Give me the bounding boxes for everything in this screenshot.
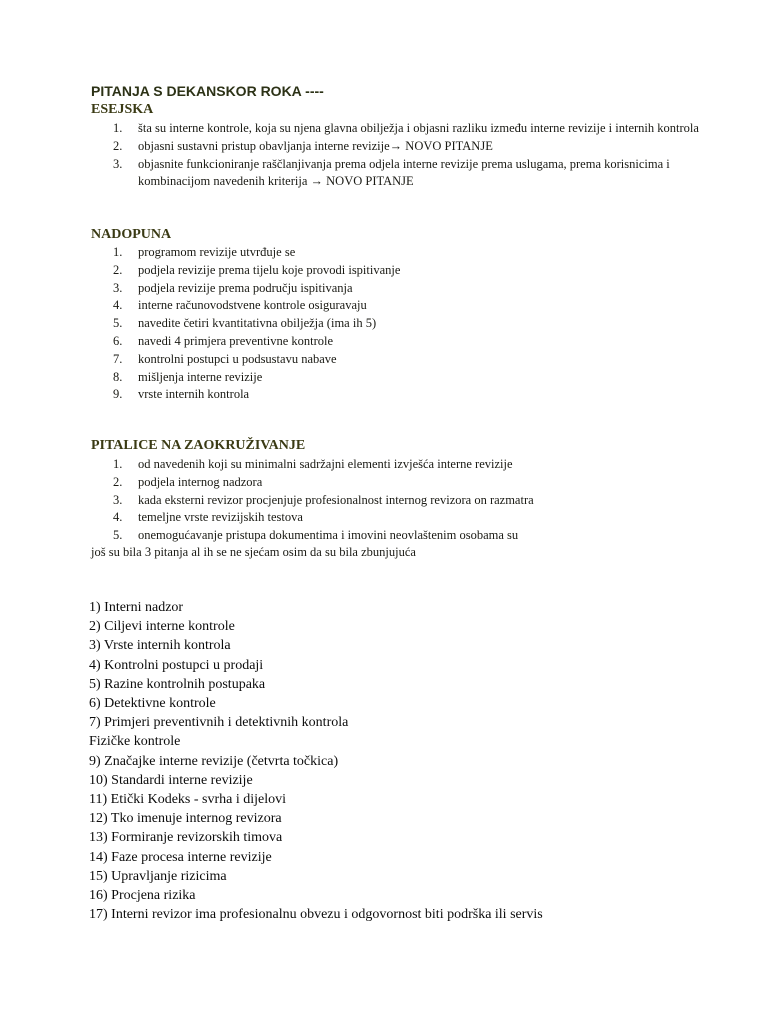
item-number: 4. (113, 298, 123, 313)
topic-item: 15) Upravljanje rizicima (89, 868, 227, 884)
list-item (91, 333, 711, 351)
item-text: kada eksterni revizor procjenjuje profesionalnost internog revizora on razmatra (138, 492, 534, 507)
topic-item: 2) Ciljevi interne kontrole (89, 619, 235, 635)
topic-item: 13) Formiranje revizorskih timova (89, 830, 283, 846)
nadopuna-list (91, 244, 711, 404)
item-text: navedite četiri kvantitativna obilježja (ima ih 5) (138, 316, 377, 331)
item-number: 8. (113, 369, 123, 384)
item-text: objasnite funkcioniranje raščlanjivanja prema odjela interne revizije prema uslugama, prema korisnicima i kombinacijom navedenih kriterija → NOVO PITANJE (138, 156, 670, 189)
item-text: interne računovodstvene kontrole osiguravaju (138, 298, 367, 313)
list-item (91, 120, 711, 138)
item-number: 3. (113, 280, 123, 295)
item-number: 2. (113, 138, 123, 153)
item-number: 3. (113, 492, 123, 507)
topic-item: 17) Interni revizor ima profesionalnu obvezu i odgovornost biti podrška ili servis (89, 907, 543, 923)
topic-item: 10) Standardi interne revizije (89, 772, 253, 788)
page-title: PITANJA S DEKANSKOR ROKA ---- (91, 83, 324, 99)
topic-item: 12) Tko imenuje internog revizora (89, 811, 282, 827)
list-item (91, 351, 711, 369)
topic-item: 16) Procjena rizika (89, 888, 196, 904)
list-item (91, 280, 711, 298)
item-text: onemogućavanje pristupa dokumentima i imovini neovlaštenim osobama su (138, 528, 519, 543)
item-number: 2. (113, 262, 123, 277)
item-text: podjela revizije prema području ispitivanja (138, 280, 353, 295)
item-text: navedi 4 primjera preventivne kontrole (138, 333, 334, 348)
item-number: 6. (113, 333, 123, 348)
item-number: 1. (113, 245, 123, 259)
item-text: vrste internih kontrola (138, 387, 250, 402)
nadopuna-heading: NADOPUNA (91, 227, 172, 242)
list-item (91, 474, 711, 492)
item-number: 4. (113, 510, 123, 525)
topic-item: 3) Vrste internih kontrola (89, 638, 231, 654)
esejska-heading: ESEJSKA (91, 102, 154, 117)
list-item (91, 456, 711, 474)
topic-item: 9) Značajke interne revizije (četvrta točkica) (89, 753, 339, 769)
item-text: od navedenih koji su minimalni sadržajni elementi izvješća interne revizije (138, 457, 513, 471)
item-number: 5. (113, 316, 123, 331)
list-item (91, 315, 711, 333)
list-item (91, 297, 711, 315)
list-item (91, 386, 711, 404)
item-text: temeljne vrste revizijskih testova (138, 510, 303, 525)
topics-list (89, 598, 729, 924)
item-text: kontrolni postupci u podsustavu nabave (138, 351, 337, 366)
list-item (91, 244, 711, 262)
item-number: 2. (113, 474, 123, 489)
esejska-list (91, 120, 711, 191)
pitalice-list (91, 456, 711, 545)
item-text: šta su interne kontrole, koja su njena glavna obilježja i objasni razliku između interne revizije i internih kontrola (138, 121, 699, 135)
list-item (91, 138, 711, 156)
item-text: objasni sustavni pristup obavljanja interne revizije→ NOVO PITANJE (138, 138, 493, 153)
list-item (91, 156, 711, 192)
item-number: 1. (113, 457, 123, 471)
topic-item: 5) Razine kontrolnih postupaka (89, 676, 266, 692)
list-item (91, 492, 711, 510)
pitalice-heading: PITALICE NA ZAOKRUŽIVANJE (91, 438, 306, 453)
topic-item: 6) Detektivne kontrole (89, 696, 216, 712)
item-text: mišljenja interne revizije (138, 369, 263, 384)
item-text: programom revizije utvrđuje se (138, 245, 296, 259)
topic-item: 1) Interni nadzor (89, 600, 184, 615)
item-text: podjela revizije prema tijelu koje provodi ispitivanje (138, 262, 401, 277)
topic-item: Fizičke kontrole (89, 734, 181, 750)
topic-item: 4) Kontrolni postupci u prodaji (89, 657, 264, 673)
item-number: 3. (113, 156, 123, 171)
item-number: 5. (113, 528, 123, 543)
topic-item: 7) Primjeri preventivnih i detektivnih kontrola (89, 715, 349, 731)
item-text: podjela internog nadzora (138, 474, 263, 489)
list-item (91, 262, 711, 280)
list-item (91, 369, 711, 387)
item-number: 7. (113, 351, 123, 366)
topic-item: 11) Etički Kodeks - svrha i dijelovi (89, 792, 286, 808)
item-number: 1. (113, 121, 123, 135)
list-item (91, 509, 711, 527)
pitalice-note: još su bila 3 pitanja al ih se ne sjećam osim da su bila zbunjujuća (91, 545, 416, 559)
item-number: 9. (113, 387, 123, 402)
topic-item: 14) Faze procesa interne revizije (89, 849, 272, 865)
list-item (91, 527, 711, 545)
